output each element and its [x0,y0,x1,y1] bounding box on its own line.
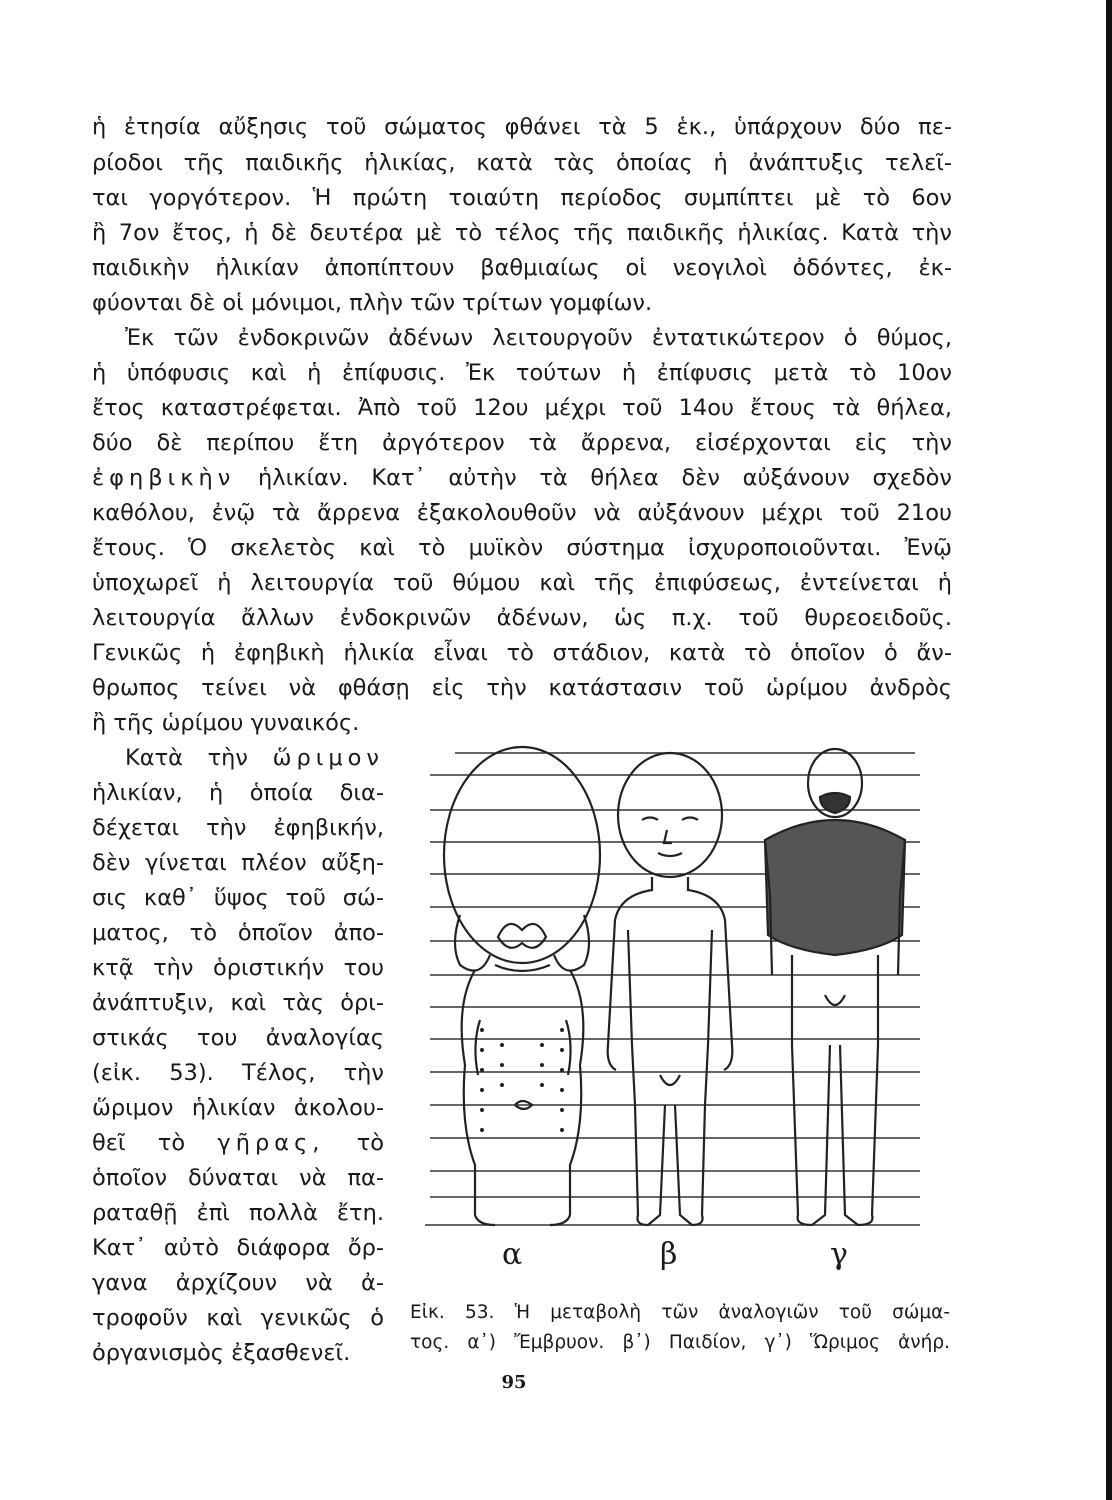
text-line: (εἰκ. 53). Τέλος, τὴν [92,1060,384,1086]
body-proportions-illustration [420,745,940,1280]
child-figure [608,753,733,1225]
figure-53 [420,745,940,1280]
figure-caption-line: Εἰκ. 53. Ἡ μεταβολὴ τῶν ἀναλογιῶν τοῦ σώμα- [410,1302,950,1323]
text-line [125,743,384,773]
text-line [92,1128,384,1158]
text-line: Γενικῶς ἡ ἐφηβικὴ ἡλικία εἶναι τὸ στάδιον, κατὰ τὸ ὁποῖον ὁ ἄν- [92,640,952,666]
text-line: ἔτους. Ὁ σκελετὸς καὶ τὸ μυϊκὸν σύστημα ἰσχυροποιοῦνται. Ἐνῷ [92,535,952,561]
text-line: παιδικὴν ἡλικίαν ἀποπίπτουν βαθμιαίως οἱ νεογιλοὶ ὀδόντες, ἐκ- [92,255,952,281]
text-line: ματος, τὸ ὁποῖον ἀπο- [92,920,384,946]
text-line: δέχεται τὴν ἐφηβικήν, [92,815,384,841]
text-line: στικάς του ἀναλογίας [92,1025,384,1051]
text-line: δὲν γίνεται πλέον αὔξη- [92,850,384,876]
adult-figure [765,749,905,1225]
text-line: ἔτος καταστρέφεται. Ἀπὸ τοῦ 12ου μέχρι τοῦ 14ου ἔτους τὰ θήλεα, [92,395,952,421]
text-span: θεῖ τὸ [92,1130,186,1156]
text-span: ἡλικίαν. Κατ᾽ αὐτὴν τὰ θήλεα δὲν αὐξάνουν σχεδὸν [258,465,952,491]
text-line: δύο δὲ περίπου ἔτη ἀργότερον τὰ ἄρρενα, εἰσέρχονται εἰς τὴν [92,430,952,456]
text-line: ἡ ὑπόφυσις καὶ ἡ ἐπίφυσις. Ἐκ τούτων ἡ ἐπίφυσις μετὰ τὸ 10ον [92,360,952,386]
text-line: Ἐκ τῶν ἐνδοκρινῶν ἀδένων λειτουργοῦν ἐντατικώτερον ὁ θύμος, [125,325,952,351]
page-number: 95 [501,1372,527,1393]
text-line: λειτουργία ἄλλων ἐνδοκρινῶν ἀδένων, ὡς π.χ. τοῦ θυρεοειδοῦς. [92,605,952,631]
text-line: καθόλου, ἐνῷ τὰ ἄρρενα ἐξακολουθοῦν νὰ αὐξάνουν μέχρι τοῦ 21ου [92,500,952,526]
emphasized-term: ὥριμον [272,745,384,771]
text-line: σις καθ᾽ ὕψος τοῦ σώ- [92,885,384,911]
embryo-dots [480,1028,564,1132]
figure-label-alpha: α [502,1237,523,1272]
figure-label-beta: β [660,1237,678,1272]
text-line: ἀνάπτυξιν, καὶ τὰς ὁρι- [92,990,384,1016]
text-line: ρίοδοι τῆς παιδικῆς ἡλικίας, κατὰ τὰς ὁποίας ἡ ἀνάπτυξις τελεῖ- [92,150,952,176]
emphasized-term: ἐφηβικὴν [92,465,236,491]
text-line: ται γοργότερον. Ἡ πρώτη τοιαύτη περίοδος συμπίπτει μὲ τὸ 6ον [92,185,952,211]
figure-caption-line: τος. α᾽) Ἔμβρυον. β᾽) Παιδίον, γ᾽) Ὥριμος ἀνήρ. [410,1332,950,1353]
text-span: Κατὰ τὴν [125,745,248,771]
text-line [92,463,952,493]
figure-label-gamma: γ [830,1237,848,1272]
text-line: ἡ ἐτησία αὔξησις τοῦ σώματος φθάνει τὰ 5 ἑκ., ὑπάρχουν δύο πε- [92,114,952,140]
text-line: ραταθῇ ἐπὶ πολλὰ ἔτη. [92,1200,384,1226]
text-line: θρωπος τείνει νὰ φθάσῃ εἰς τὴν κατάστασιν τοῦ ὡρίμου ἀνδρὸς [92,675,952,701]
text-line: ὥριμον ἡλικίαν ἀκολου- [92,1095,384,1121]
text-line: τροφοῦν καὶ γενικῶς ὁ [92,1305,384,1331]
text-line: ἡλικίαν, ἡ ὁποία δια- [92,780,384,806]
text-line: φύονται δὲ οἱ μόνιμοι, πλὴν τῶν τρίτων γομφίων. [92,290,653,316]
emphasized-term: γῆρας, [217,1130,325,1156]
text-line: ὑποχωρεῖ ἡ λειτουργία τοῦ θύμου καὶ τῆς ἐπιφύσεως, ἐντείνεται ἡ [92,570,952,596]
text-span: τὸ [356,1130,385,1156]
scan-edge [1106,0,1112,1500]
text-line: ἢ 7ον ἔτος, ἡ δὲ δευτέρα μὲ τὸ τέλος τῆς παιδικῆς ἡλικίας. Κατὰ τὴν [92,220,952,246]
text-line: Κατ᾽ αὐτὸ διάφορα ὄρ- [92,1235,384,1261]
embryo-figure [444,747,600,1225]
text-line: κτᾷ τὴν ὁριστικήν του [92,955,384,981]
text-line: ἢ τῆς ὡρίμου γυναικός. [92,710,360,736]
text-line: γανα ἀρχίζουν νὰ ἀ- [92,1270,384,1296]
text-line: ὁποῖον δύναται νὰ πα- [92,1165,384,1191]
text-line: ὀργανισμὸς ἐξασθενεῖ. [92,1340,351,1366]
